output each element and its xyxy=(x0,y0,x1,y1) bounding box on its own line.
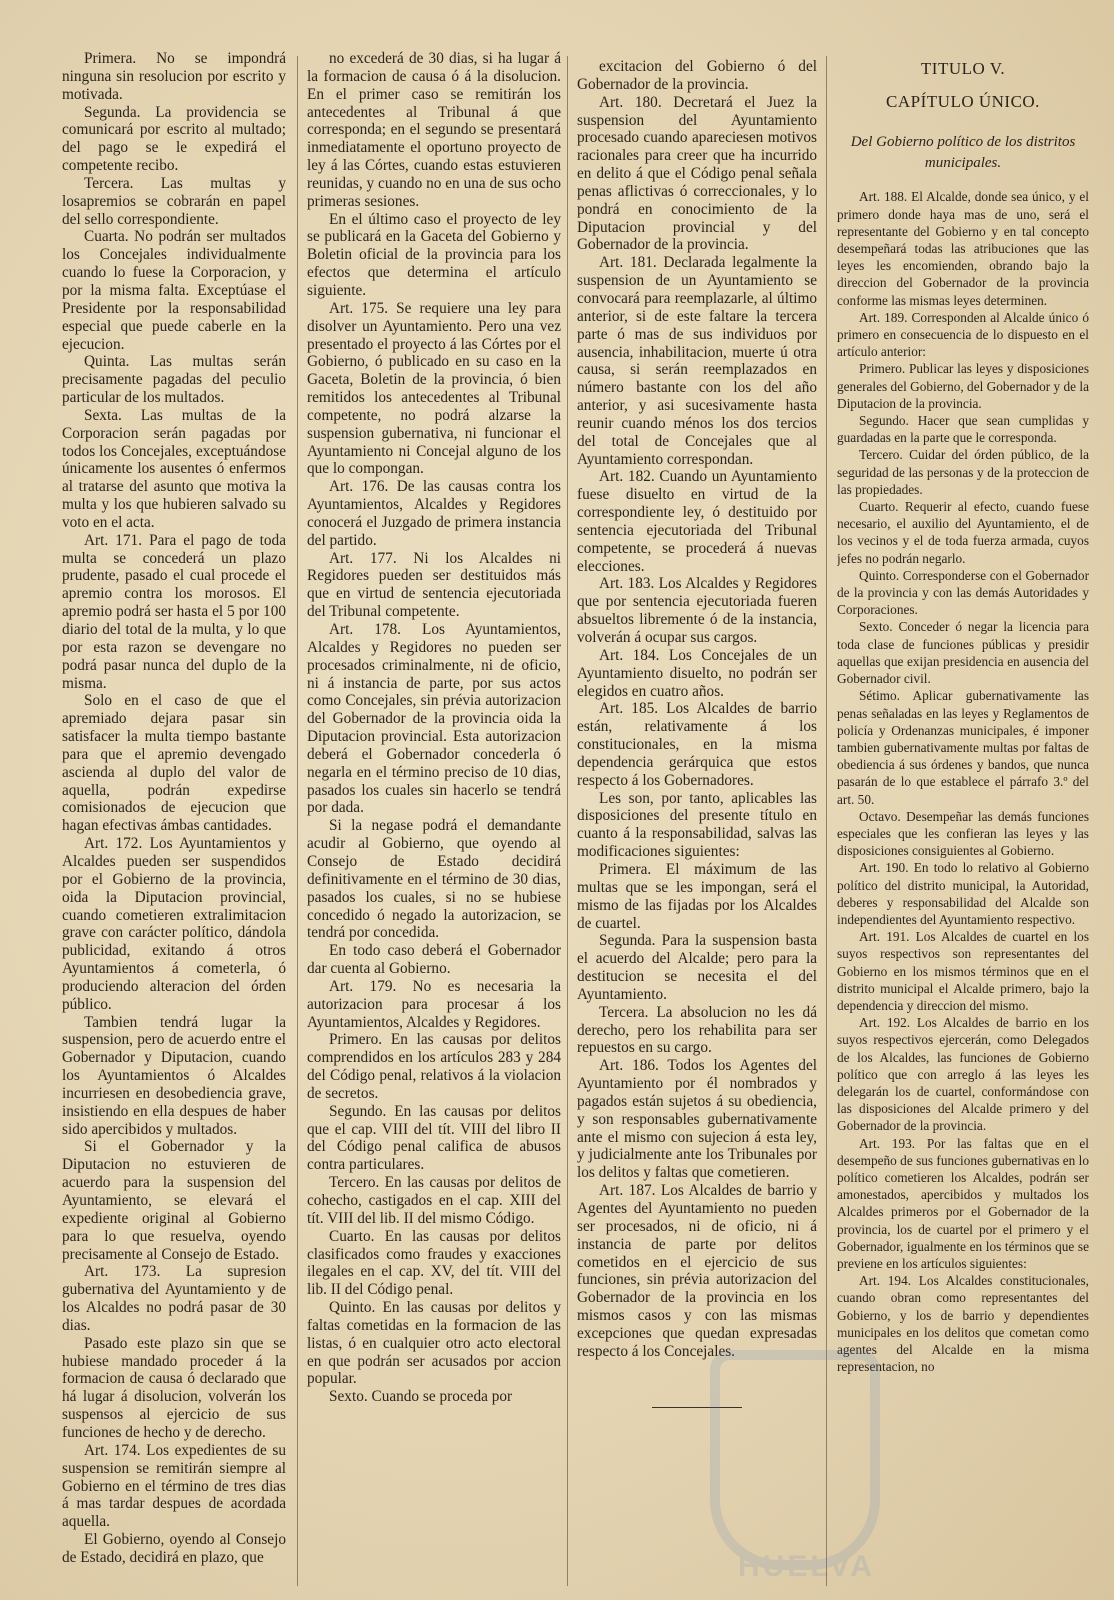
column-4 xyxy=(837,60,1089,1586)
paragraph: Art. 175. Se requiere una ley para disolver un Ayuntamiento. Pero una vez presentado el proyecto á las Córtes por el Gobierno, ó publicado en su caso en la Gaceta, Boletin de la provincia, ó bien remitidos los antecedentes al Tribunal competente, no podrá alzarse la suspension gubernativa, ni funcionar el Ayuntamiento ni Concejal alguno de los que lo compongan. xyxy=(307,299,561,478)
paragraph: Primera. No se impondrá ninguna sin resolucion por escrito y motivada. xyxy=(62,50,286,103)
paragraph: Art. 181. Declarada legalmente la suspension de un Ayuntamiento se convocará para reemplazarle, al último anterior, si de este faltare la tercera parte ó mas de sus individuos por ausencia, inhabilitacion, muerte ú otra causa, si serán reemplazados en número bastante con los del año anterior, y asi sucesivamente hasta reunir cuando ménos los dos tercios del total de Concejales que al Ayuntamiento correspondan. xyxy=(577,254,817,468)
paragraph: Sexta. Las multas de la Corporacion serán pagadas por todos los Concejales, exceptuándose únicamente los ausentes ó enfermos al tratarse del asunto que motiva la multa y los que hubieren salvado su voto en el acta. xyxy=(62,406,286,531)
paragraph: Art. 182. Cuando un Ayuntamiento fuese disuelto en virtud de la correspondiente ley, ó destituido por sentencia ejecutoriada del Tribunal competente, se procederá á nuevas elecciones. xyxy=(577,468,817,575)
paragraph: Les son, por tanto, aplicables las disposiciones del presente título en cuanto á la responsabilidad, salvas las modificaciones siguientes: xyxy=(577,789,817,861)
titulo-heading: TITULO V. xyxy=(920,60,1006,78)
paragraph: Art. 180. Decretará el Juez la suspension del Ayuntamiento procesado cuando apareciesen motivos racionales para creer que ha incurrido en delito á que el Código penal señala penas aflictivas ó correccionales, y lo pondrá en conocimiento de la Diputacion provincial y del Gobernador de la provincia. xyxy=(577,93,817,254)
paragraph: Segundo. Hacer que sean cumplidas y guardadas en la parte que le corresponda. xyxy=(837,413,1089,446)
paragraph: Tambien tendrá lugar la suspension, pero de acuerdo entre el Gobernador y Diputacion, cuando los Ayuntamientos ó Alcaldes incurriesen en desobediencia grave, insistiendo en ella despues de haber sido apercibidos y multados. xyxy=(62,1013,286,1138)
paragraph: Art. 194. Los Alcaldes constitucionales, cuando obran como representantes del Gobierno, y los de barrio y dependientes municipales en los delitos que cometan como agentes del Alcalde en la misma representacion, no xyxy=(837,1273,1089,1375)
paragraph: Sexto. Conceder ó negar la licencia para toda clase de funciones públicas y presidir aquellas que exijan presidencia en ausencia del Gobernador civil. xyxy=(837,619,1089,687)
paragraph: Art. 192. Los Alcaldes de barrio en los suyos respectivos ejercerán, como Delegados de los Alcaldes, las funciones de Gobierno político que con arreglo á las leyes les delegarán los de cuartel, conformándose con las disposiciones del Alcalde primero y del Gobernador de la provincia. xyxy=(837,1015,1089,1134)
column-divider xyxy=(297,56,298,1586)
paragraph: En todo caso deberá el Gobernador dar cuenta al Gobierno. xyxy=(307,942,561,978)
paragraph: excitacion del Gobierno ó del Gobernador de la provincia. xyxy=(577,58,817,93)
paragraph: Segunda. Para la suspension basta el acuerdo del Alcalde; pero para la destitucion se necesita el del Ayuntamiento. xyxy=(577,932,817,1003)
paragraph: Quinto. En las causas por delitos y faltas cometidas en la formacion de las listas, ó en cualquier otro acto electoral en que podrán ser acusados por accion popular. xyxy=(307,1299,561,1388)
paragraph: Art. 186. Todos los Agentes del Ayuntamiento por él nombrados y pagados están sujetos á su obediencia, y son responsables gubernativamente ante el mismo con sujecion á esta ley, y judicialmente ante los Tribunales por los delitos y faltas que cometieren. xyxy=(577,1057,817,1182)
paragraph: Art. 179. No es necesaria la autorizacion para procesar á los Ayuntamientos, Alcaldes y Regidores. xyxy=(307,977,561,1031)
paragraph: Primero. Publicar las leyes y disposiciones generales del Gobierno, del Gobernador y de la Diputacion de la provincia. xyxy=(837,361,1089,411)
paragraph: Art. 191. Los Alcaldes de cuartel en los suyos respectivos son representantes del Gobierno en los mismos términos que en el distrito municipal el Alcalde primero, bajo la dependencia y direccion del mismo. xyxy=(837,929,1089,1013)
paragraph: Solo en el caso de que el apremiado dejara pasar sin satisfacer la multa tiempo bastante para que el apremio devengado ascienda al duplo del valor de aquella, podrán expedirse comisionados de ejecucion que hagan efectivas ámbas cantidades. xyxy=(62,692,286,835)
paragraph: Octavo. Desempeñar las demás funciones especiales que les confieran las leyes y las disposiciones consiguientes al Gobierno. xyxy=(837,808,1089,859)
paragraph: Art. 183. Los Alcaldes y Regidores que por sentencia ejecutoriada fueren absueltos libremente ó de la instancia, volverán á ocupar sus cargos. xyxy=(577,575,817,646)
paragraph: Art. 173. La supresion gubernativa del Ayuntamiento y de los Alcaldes no podrá pasar de 30 dias. xyxy=(62,1263,286,1334)
paragraph: Cuarta. No podrán ser multados los Concejales individualmente cuando lo fuese la Corporacion, y por la misma falta. Exceptúase el Presidente por la responsabilidad especial que puede caberle en la ejecucion. xyxy=(62,228,286,353)
paragraph: Quinta. Las multas serán precisamente pagadas del peculio particular de los multados. xyxy=(62,353,286,407)
paragraph: Art. 176. De las causas contra los Ayuntamientos, Alcaldes y Regidores conocerá el Juzgado de primera instancia del partido. xyxy=(307,478,561,549)
paragraph: Sexto. Cuando se proceda por xyxy=(329,1388,513,1406)
paragraph: Tercero. En las causas por delitos de cohecho, castigados en el cap. XIII del tít. VIII del lib. II del mismo Código. xyxy=(307,1174,561,1227)
paragraph: En el último caso el proyecto de ley se publicará en la Gaceta del Gobierno y Boletin oficial de la provincia para los efectos que determina el artículo siguiente. xyxy=(307,210,561,299)
paragraph: Art. 178. Los Ayuntamientos, Alcaldes y Regidores no pueden ser procesados criminalmente, ni de oficio, ni á instancia de parte, por sus actos como Concejales, sin prévia autorizacion del Gobernador de la provincia oida la Diputacion provincial. Esta autorizacion deberá el Gobernador concederla ó negarla en el término preciso de 10 dias, pasados los cuales sin hacerlo se tendrá por dada. xyxy=(307,621,561,817)
paragraph: Art. 189. Corresponden al Alcalde único ó primero en consecuencia de lo dispuesto en el artículo anterior: xyxy=(837,309,1089,360)
paragraph: Primera. El máximum de las multas que se les impongan, será el mismo de las fijadas por los Alcaldes de cuartel. xyxy=(577,860,817,932)
paragraph: Art. 171. Para el pago de toda multa se concederá un plazo prudente, pasado el cual procede el apremio contra los morosos. El apremio podrá ser hasta el 5 por 100 diario del total de la multa, y lo que por esta razon se devengare no podrá pasar nunca del duplo de la misma. xyxy=(62,531,286,692)
paragraph: Art. 172. Los Ayuntamientos y Alcaldes pueden ser suspendidos por el Gobierno de la provincia, oida la Diputacion provincial, cuando cometieren extralimitacion grave con carácter político, dándola publicidad, exitando á otros Ayuntamientos á cometerla, ó produciendo alteracion del órden público. xyxy=(62,835,286,1013)
section-subtitle: Del Gobierno político de los distritos municipales. xyxy=(850,134,1076,172)
paragraph: Pasado este plazo sin que se hubiese mandado proceder á la formacion de causa ó declarado que há lugar á disolucion, volverán los suspensos al ejercicio de sus funciones de hecho y de derecho. xyxy=(62,1334,286,1441)
paragraph: Cuarto. En las causas por delitos clasificados como fraudes y exacciones ilegales en el cap. XV, del tít. VIII del lib. II del Código penal. xyxy=(307,1227,561,1299)
column-1 xyxy=(62,50,286,1586)
stamp-label: HUELVA xyxy=(738,1550,875,1583)
column-3 xyxy=(577,58,817,1586)
paragraph: Segunda. La providencia se comunicará por escrito al multado; del pago se le expedirá el competente recibo. xyxy=(62,103,286,175)
paragraph: Si la negase podrá el demandante acudir al Gobierno, que oyendo al Consejo de Estado decidirá definitivamente en el término de 30 dias, pasados los cuales, si no se hubiese concedido ó negado la autorizacion, se tendrá por concedida. xyxy=(307,817,561,942)
paragraph: Sétimo. Aplicar gubernativamente las penas señaladas en las leyes y Reglamentos de policía y Ordenanzas municipales, é imponer tambien gubernativamente multas por faltas de obediencia á sus órdenes y bandos, que nunca pasarán de lo que establece el párrafo 3.º del art. 50. xyxy=(837,688,1089,807)
paragraph: Primero. En las causas por delitos comprendidos en los artículos 283 y 284 del Código penal, relativos á la violacion de secretos. xyxy=(307,1031,561,1102)
paragraph: Segundo. En las causas por delitos que el cap. VIII del tít. VIII del libro II del Código penal califica de abusos contra particulares. xyxy=(307,1102,561,1174)
paragraph: Art. 174. Los expedientes de su suspension se remitirán siempre al Gobierno en el término de tres dias á mas tardar despues de acordada aquella. xyxy=(62,1441,286,1531)
column-2 xyxy=(307,50,561,1586)
paragraph: Tercera. Las multas y losapremios se cobrarán en papel del sello correspondiente. xyxy=(62,174,286,228)
column-4-body xyxy=(837,188,1089,1375)
paragraph: Tercera. La absolucion no les dá derecho, pero los rehabilita para ser repuestos en su cargo. xyxy=(577,1003,817,1057)
paragraph: no excederá de 30 dias, si ha lugar á la formacion de causa ó á la disolucion. En el primer caso se remitirán los antecedentes al Tribunal á que corresponda; en el segundo se presentará inmediatamente el oportuno proyecto de ley á las Córtes, cuando estas estuvieren reunidas, y cuando no en una de sus ocho primeras sesiones. xyxy=(307,50,561,210)
paragraph: El Gobierno, oyendo al Consejo de Estado, decidirá en plazo, que xyxy=(62,1531,286,1566)
paragraph: Art. 193. Por las faltas que en el desempeño de sus funciones gubernativas en lo político cometieren los Alcaldes, podrán ser amonestados, apercibidos y multados los Alcaldes primeros por el Gobernador de la provincia, los de cuartel por el primero y el Gobernador, igualmente en los términos que se previene en los artículos siguientes: xyxy=(837,1135,1089,1271)
paragraph: Si el Gobernador y la Diputacion no estuvieren de acuerdo para la suspension del Ayuntamiento, se elevará el expediente original al Gobierno para lo que resuelva, oyendo precisamente al Consejo de Estado. xyxy=(62,1138,286,1263)
paragraph: Art. 188. El Alcalde, donde sea único, y el primero donde haya mas de uno, será el representante del Gobierno y en tal concepto desempeñará todas las atribuciones que las leyes les encomienden, obrando bajo la direccion del Gobernador de la provincia conforme las mismas leyes determinen. xyxy=(837,189,1089,308)
paragraph: Quinto. Corresponderse con el Gobernador de la provincia y con las demás Autoridades y Corporaciones. xyxy=(837,567,1089,618)
column-divider xyxy=(567,56,568,1586)
paragraph: Cuarto. Requerir al efecto, cuando fuese necesario, el auxilio del Ayuntamiento, el de los vecinos y el de toda fuerza armada, cuyos jefes no podrán negarlo. xyxy=(837,499,1089,566)
end-rule xyxy=(652,1407,742,1408)
paragraph: Art. 190. En todo lo relativo al Gobierno político del distrito municipal, la Autoridad, deberes y responsabilidad del Alcalde son independientes del Ayuntamiento respectivo. xyxy=(837,860,1089,927)
paragraph: Art. 177. Ni los Alcaldes ni Regidores pueden ser destituidos más que en virtud de sentencia ejecutoriada del Tribunal competente. xyxy=(307,549,561,621)
paragraph: Art. 185. Los Alcaldes de barrio están, relativamente á los constitucionales, en la misma dependencia gerárquica que estos respecto á los Gobernadores. xyxy=(577,700,817,789)
paragraph: Tercero. Cuidar del órden público, de la seguridad de las personas y de la proteccion de las propiedades. xyxy=(837,447,1089,497)
paragraph: Art. 184. Los Concejales de un Ayuntamiento disuelto, no podrán ser elegidos en cuatro años. xyxy=(577,646,817,700)
capitulo-heading: CAPÍTULO ÚNICO. xyxy=(886,92,1040,112)
column-divider xyxy=(826,56,827,1586)
paragraph: Art. 187. Los Alcaldes de barrio y Agentes del Ayuntamiento no pueden ser procesados, ni de oficio, ni á instancia de parte por delitos cometidos en el ejercicio de sus funciones, sin prévia autorizacion del Gobernador de la provincia en los mismos casos y con las mismas excepciones que quedan expresadas respecto á los Concejales. xyxy=(577,1182,817,1360)
